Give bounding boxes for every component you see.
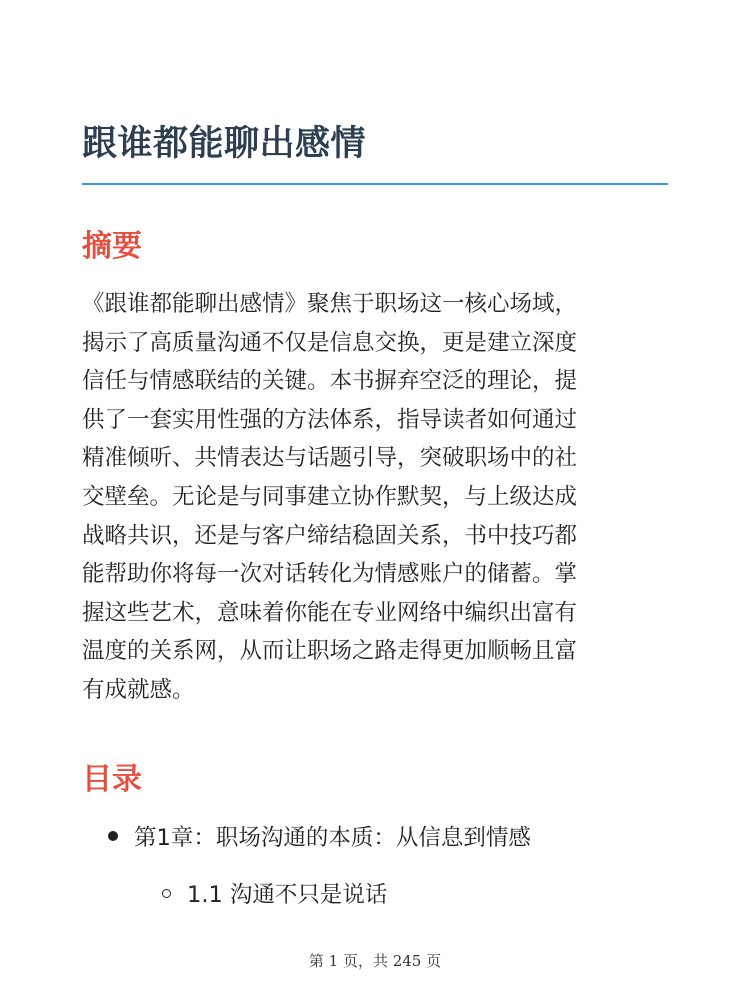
page-number: 第 1 页，共 245 页 xyxy=(308,952,442,970)
toc-section-item[interactable] xyxy=(162,874,387,912)
bullet-disc-icon xyxy=(108,831,118,841)
summary-heading: 摘要 xyxy=(82,229,142,264)
summary-line: 有成就感。 xyxy=(82,676,195,703)
toc-chapter-item[interactable] xyxy=(108,817,531,855)
summary-line: 能帮助你将每一次对话转化为情感账户的储蓄。掌 xyxy=(82,561,578,588)
summary-line: 握这些艺术，意味着你能在专业网络中编织出富有 xyxy=(82,599,578,626)
bullet-circle-icon xyxy=(162,889,171,898)
summary-line: 交壁垒。无论是与同事建立协作默契，与上级达成 xyxy=(82,483,578,510)
summary-line: 揭示了高质量沟通不仅是信息交换，更是建立深度 xyxy=(82,329,578,356)
toc-chapter-label: 第1章：职场沟通的本质：从信息到情感 xyxy=(134,825,531,851)
summary-line: 温度的关系网，从而让职场之路走得更加顺畅且富 xyxy=(82,638,578,665)
document-title: 跟谁都能聊出感情 xyxy=(82,124,367,164)
summary-line: 《跟谁都能聊出感情》聚焦于职场这一核心场域， xyxy=(82,291,578,317)
summary-line: 精准倾听、共情表达与话题引导，突破职场中的社 xyxy=(82,445,578,472)
summary-line: 信任与情感联结的关键。本书摒弃空泛的理论，提 xyxy=(82,368,578,395)
toc-heading: 目录 xyxy=(82,762,142,797)
summary-line: 战略共识，还是与客户缔结稳固关系，书中技巧都 xyxy=(82,522,578,549)
summary-paragraph xyxy=(82,285,670,710)
summary-line: 供了一套实用性强的方法体系，指导读者如何通过 xyxy=(82,406,578,433)
title-divider xyxy=(82,183,668,185)
toc-section-label: 1.1 沟通不只是说话 xyxy=(187,882,388,908)
